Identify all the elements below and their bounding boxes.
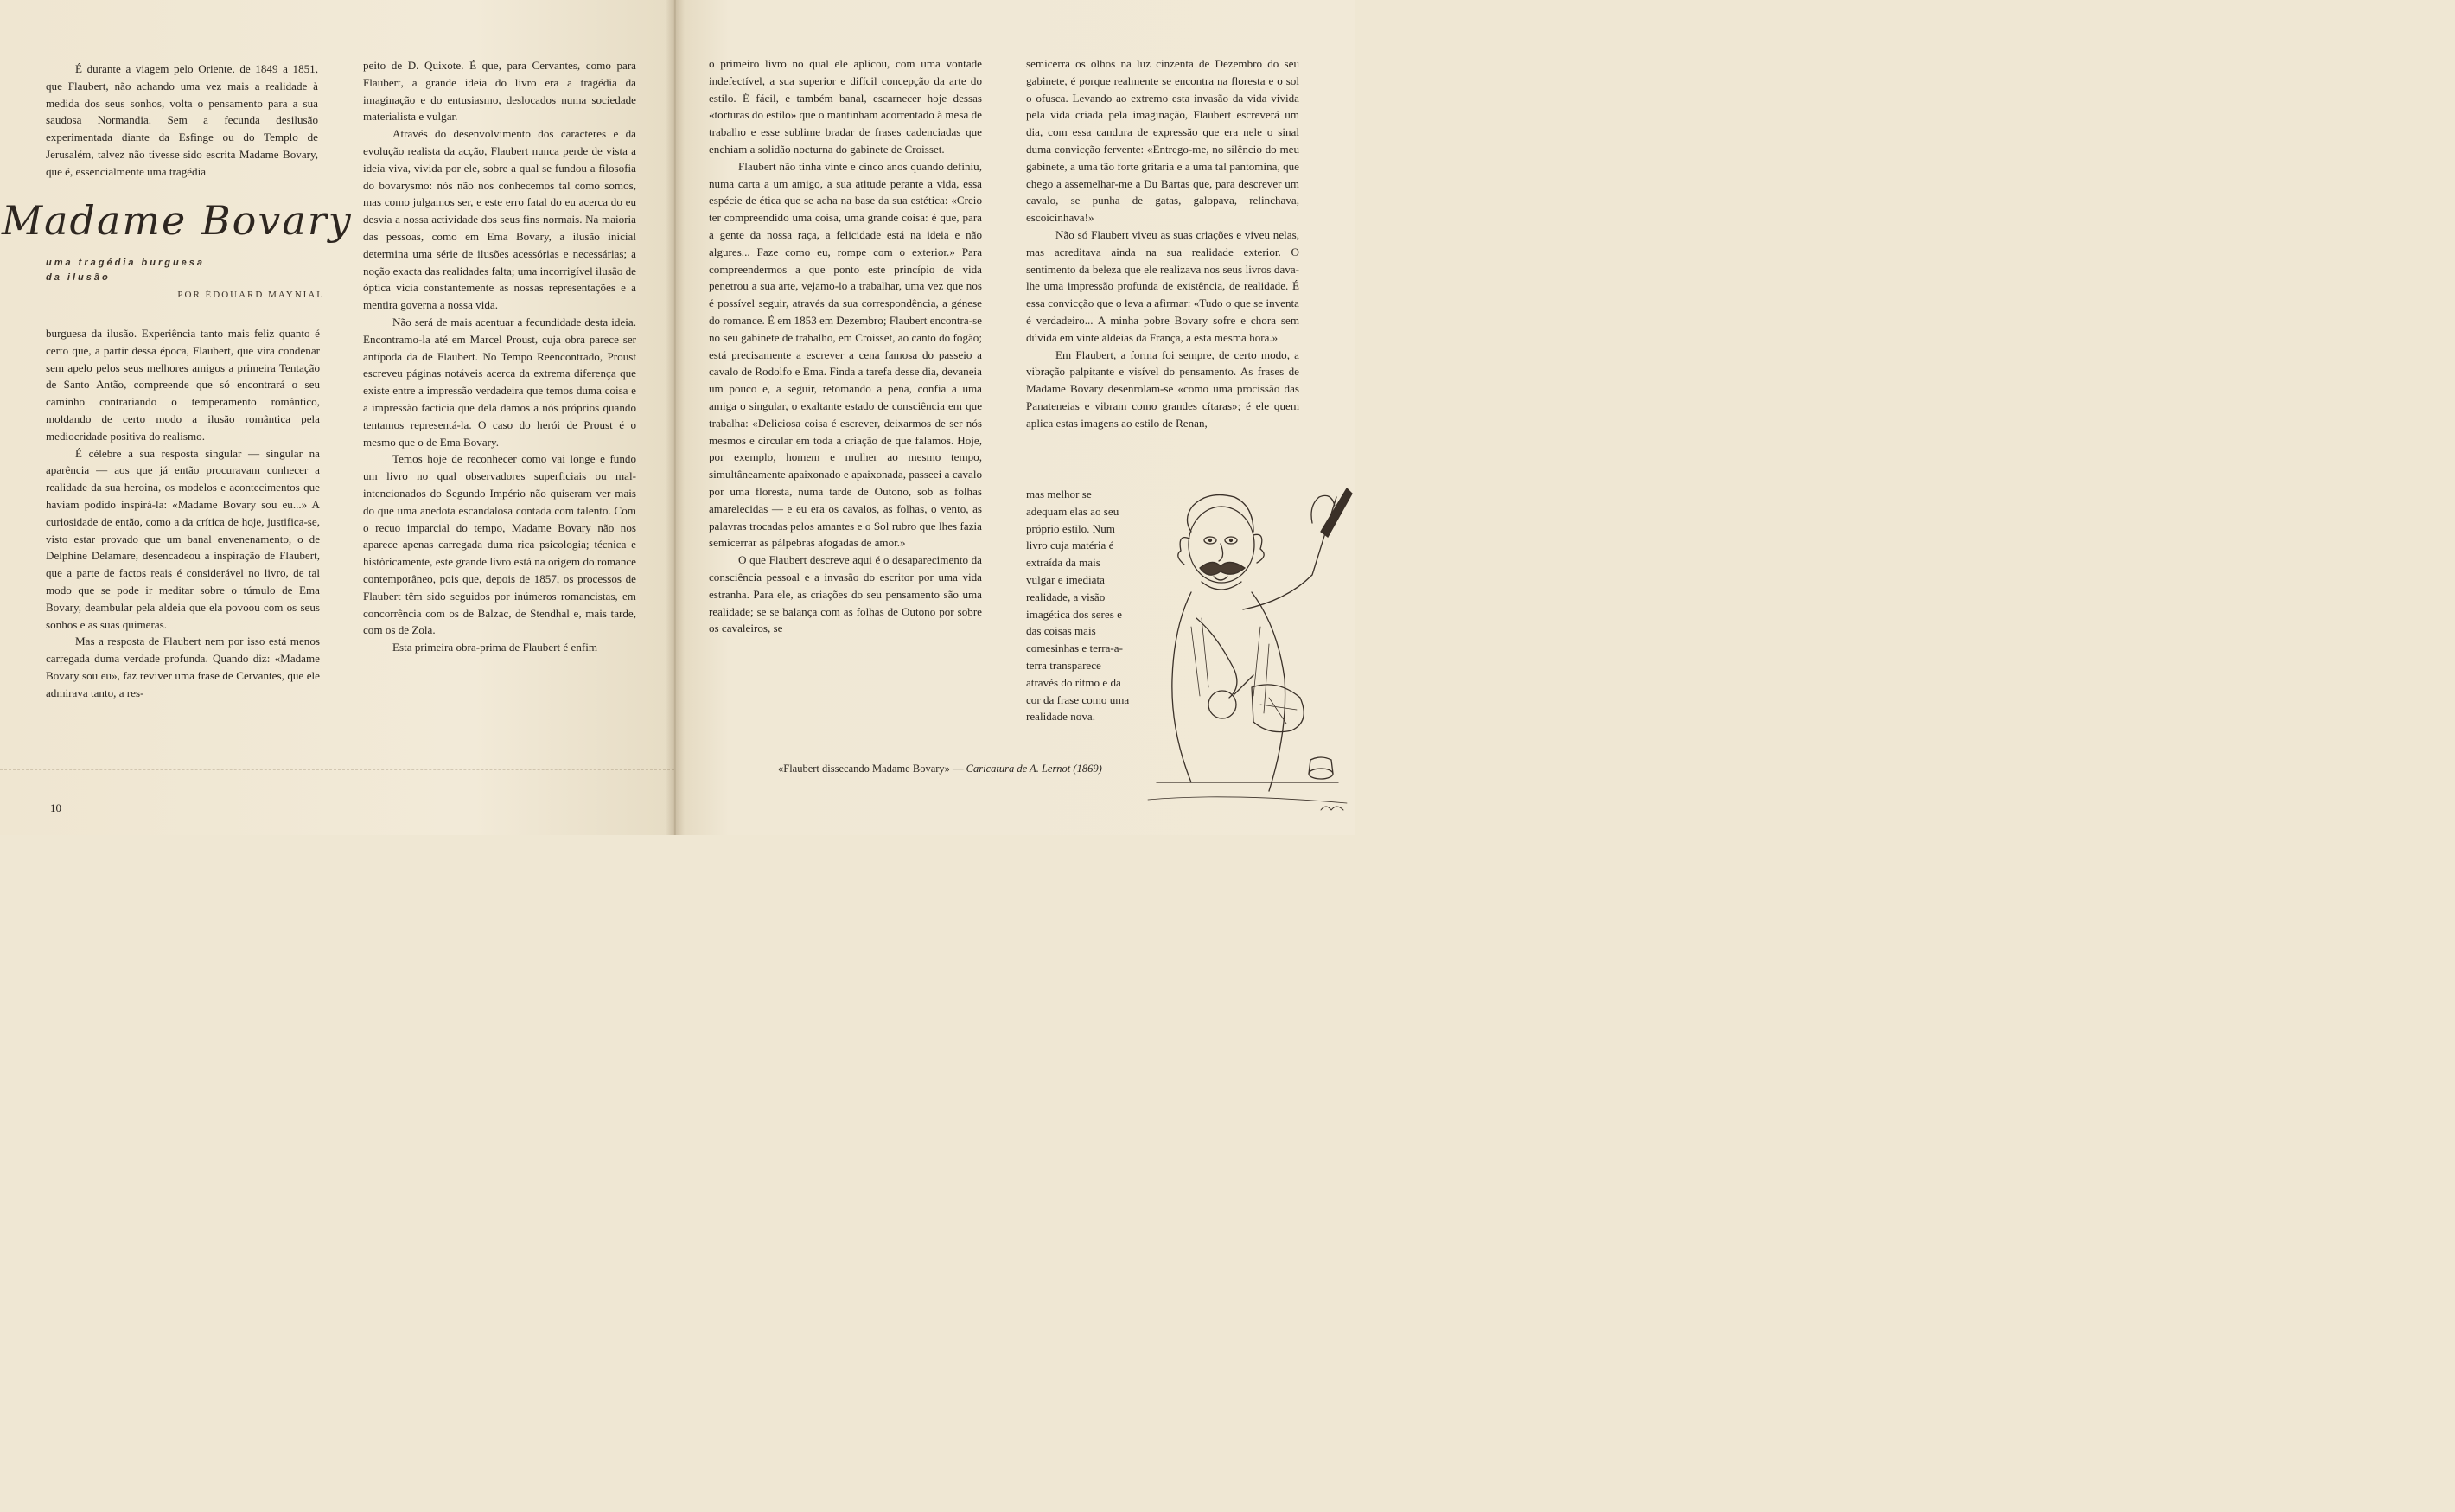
article-subtitle bbox=[46, 256, 245, 285]
paragraph: Temos hoje de reconhecer como vai longe e fundo um livro no qual observadores superficiais ou mal-intencionados do Segundo Império não quiseram ver mais do que uma anedota escandalosa contada com talento. Com o recuo imparcial do tempo, Madame Bovary não nos aparece apenas carregada duma rica psicologia; técnica e històricamente, este grande livro está na origem do romance contemporâneo, pois que, depois de 1857, os processos de Flaubert têm sido seguidos por inúmeros romancistas, em concorrência com os de Balzac, de Stendhal e, mais tarde, com os de Zola. bbox=[363, 452, 636, 637]
paragraph: Esta primeira obra-prima de Flaubert é enfim bbox=[392, 641, 598, 654]
caption-subject: «Flaubert dissecando Madame Bovary» bbox=[778, 762, 950, 775]
column-4-narrow bbox=[1026, 486, 1130, 725]
bottom-rule bbox=[0, 769, 674, 770]
paragraph: É durante a viagem pelo Oriente, de 1849 a 1851, que Flaubert, não achando uma vez mais a realidade à medida dos seus sonhos, volta o pensamento para a sua saudosa Normandia. Sem a fecunda desilusão experimentada diante da Esfinge ou do Templo de Jerusalém, talvez não tivesse sido escrita Madame Bovary, que é, essencialmente uma tragédia bbox=[46, 62, 318, 178]
page-gutter bbox=[666, 0, 685, 835]
column-4 bbox=[1026, 55, 1299, 432]
paragraph: mas melhor se adequam elas ao seu próprio estilo. Num livro cuja matéria é extraída da mais vulgar e imediata realidade, a visão imagética dos seres e das coisas mais comesinhas e terra-a-terra transparece através do ritmo e da cor da frase como uma realidade nova. bbox=[1026, 488, 1130, 724]
paragraph: burguesa da ilusão. Experiência tanto mais feliz quanto é certo que, a partir dessa época, Flaubert, que vira condenar sem apelo pelos seus melhores amigos a primeira Tentação de Santo Antão, compreende que só encontrará o seu caminho contrariando o temperamento romântico, moldando de certo modo a ilusão romântica pela mediocridade positiva do realismo. bbox=[46, 327, 320, 443]
paragraph: semicerra os olhos na luz cinzenta de Dezembro do seu gabinete, é porque realmente se encontra na floresta e o sol o ofusca. Levando ao extremo esta invasão da vida vivida pela vida criada pela imaginação, Flaubert escreverá um dia, com essa candura de expressão que era nele o sinal duma convicção fervente: «Entrego-me, no silêncio do meu gabinete, a uma tão forte gritaria e a uma tal pantomina, que chego a assemelhar-me a Du Bartas que, para descrever um cavalo, se punha de gatas, galopava, relinchava, escoicinhava!» bbox=[1026, 57, 1299, 225]
column-1-body bbox=[46, 325, 320, 702]
paragraph: Flaubert não tinha vinte e cinco anos quando definiu, numa carta a um amigo, a sua atitude perante a vida, essa espécie de ética que se acha na base da sua estética: «Creio ter compreendido uma coisa, uma grande coisa: é que, para a gente da nossa raça, a felicidade está na ideia e não algures... Faze como eu, rompe com o exterior.» Para compreendermos a que ponto este princípio de vida penetrou a sua arte, vejamo-lo a trabalhar, uma vez que nos é possível seguir, através da sua correspondência, a génese do romance. É em 1853 em Dezembro; Flaubert encontra-se no seu gabinete de trabalho, em Croisset, ao canto do fogão; está precisamente a escrever a cena famosa do passeio a cavalo de Rodolfo e Ema. Finda a tarefa desse dia, devaneia um pouco e, a seguir, retomando a pena, confia a uma amiga o singular, o exaltante estado de consciência em que trabalha: «Deliciosa coisa é escrever, deixarmos de ser nós mesmos e circular em toda a criação de que falamos. Hoje, por exemplo, homem e mulher ao mesmo tempo, simultâneamente apaixonado e apaixonada, passeei a cavalo por uma floresta, numa tarde de Outono, sob as folhas amarelecidas — e eu era os cavalos, as folhas, o vento, as palavras trocadas pelos amantes e o Sol rubro que lhes fazia semicerrar as pálpebras afogadas de amor.» bbox=[709, 159, 982, 550]
column-3 bbox=[709, 55, 982, 637]
article-title: Madame Bovary bbox=[2, 197, 353, 244]
paragraph: É célebre a sua resposta singular — singular na aparência — aos que já então procuravam conhecer a realidade da sua heroina, os modelos e acontecimentos que haviam podido inspirá-la: «Madame Bovary sou eu...» A curiosidade de então, como a da crítica de hoje, justifica-se, visto estar provado que um banal envenenamento, o de Delphine Delamare, desencadeou a inspiração de Flaubert, que a parte de factos reais é considerável no livro, de tal modo que se pode ir meditar sobre o túmulo de Ema Bovary, deambular pela aldeia que ela povoou com os seus sonhos e as suas quimeras. bbox=[46, 446, 320, 631]
byline: POR ÉDOUARD MAYNIAL bbox=[177, 290, 324, 300]
paragraph: Não só Flaubert viveu as suas criações e viveu nelas, mas acreditava ainda na sua realidade exterior. O sentimento da beleza que ele realizava nos seus livros dava-lhe uma impressão profunda de existência, de realidade. É essa convicção que o leva a afirmar: «Tudo o que se inventa é verdadeiro... A minha pobre Bovary sofre e chora sem dúvida em vinte aldeias da França, a esta mesma hora.» bbox=[1026, 227, 1299, 344]
paragraph: Em Flaubert, a forma foi sempre, de certo modo, a vibração palpitante e visível do pensamento. As frases de Madame Bovary desenrolam-se «como uma procissão das Panateneias e vibram como grandes cítaras»; é ele quem aplica estas imagens ao estilo de Renan, bbox=[1026, 348, 1299, 430]
column-1-intro bbox=[46, 61, 318, 181]
illustration-caption bbox=[778, 762, 1141, 775]
flaubert-caricature-illustration bbox=[1139, 471, 1355, 817]
paragraph: O que Flaubert descreve aqui é o desaparecimento da consciência pessoal e a invasão do escritor por uma vida estranha. Para ele, as criações do seu pensamento são uma realidade; se se balança com as folhas de Outono por sobre os cavaleiros, se bbox=[709, 553, 982, 635]
caption-dash: — bbox=[949, 762, 966, 775]
page-number: 10 bbox=[50, 801, 61, 814]
paragraph: Mas a resposta de Flaubert nem por isso está menos carregada duma verdade profunda. Quando diz: «Madame Bovary sou eu», faz reviver uma frase de Cervantes, que ele admirava tanto, a res- bbox=[46, 635, 320, 699]
subtitle-line: da ilusão bbox=[46, 272, 111, 283]
paragraph: o primeiro livro no qual ele aplicou, com uma vontade indefectível, a sua superior e difícil concepção da arte do estilo. É fácil, e também banal, escarnecer hoje dessas «torturas do estilo» que o mantinham acorrentado à mesa de trabalho e esse sublime bradar de frases cadenciadas que enchiam a solidão nocturna do gabinete de Croisset. bbox=[709, 57, 982, 156]
caption-credit: Caricatura de A. Lernot (1869) bbox=[966, 762, 1102, 775]
column-2 bbox=[363, 57, 636, 656]
subtitle-line: uma tragédia burguesa bbox=[46, 258, 206, 268]
paragraph: Não será de mais acentuar a fecundidade desta ideia. Encontramo-la até em Marcel Proust, cuja obra parece ser antípoda da de Flaubert. No Tempo Reencontrado, Proust escreveu páginas notáveis acerca da extrema diferença que existe entre a impressão verdadeira que temos duma coisa e a impressão facticia que dela damos a nós próprios quando tentamos representá-la. O caso do herói de Proust é o mesmo que o de Ema Bovary. bbox=[363, 315, 636, 449]
paragraph: Através do desenvolvimento dos caracteres e da evolução realista da acção, Flaubert nunca perde de vista a ideia viva, vivida por ele, sobre a qual se fundou a filosofia do bovarysmo: nós não nos conhecemos tal como somos, mas como julgamos ser, e este erro fatal do eu acerca do eu desvia a nossa actividade dos seus fins normais. Na maioria das pessoas, como em Ema Bovary, a ilusão inicial determina uma série de ilusões acessórias e necessárias; a noção exacta das realidades falta; uma incorrigível ilusão de óptica vicia constantemente as nossas representações e a mentira governa a nossa vida. bbox=[363, 127, 636, 312]
paragraph: peito de D. Quixote. É que, para Cervantes, como para Flaubert, a grande ideia do livro era a tragédia da imaginação e do entusiasmo, deslocados numa sociedade materialista e vulgar. bbox=[363, 59, 636, 124]
